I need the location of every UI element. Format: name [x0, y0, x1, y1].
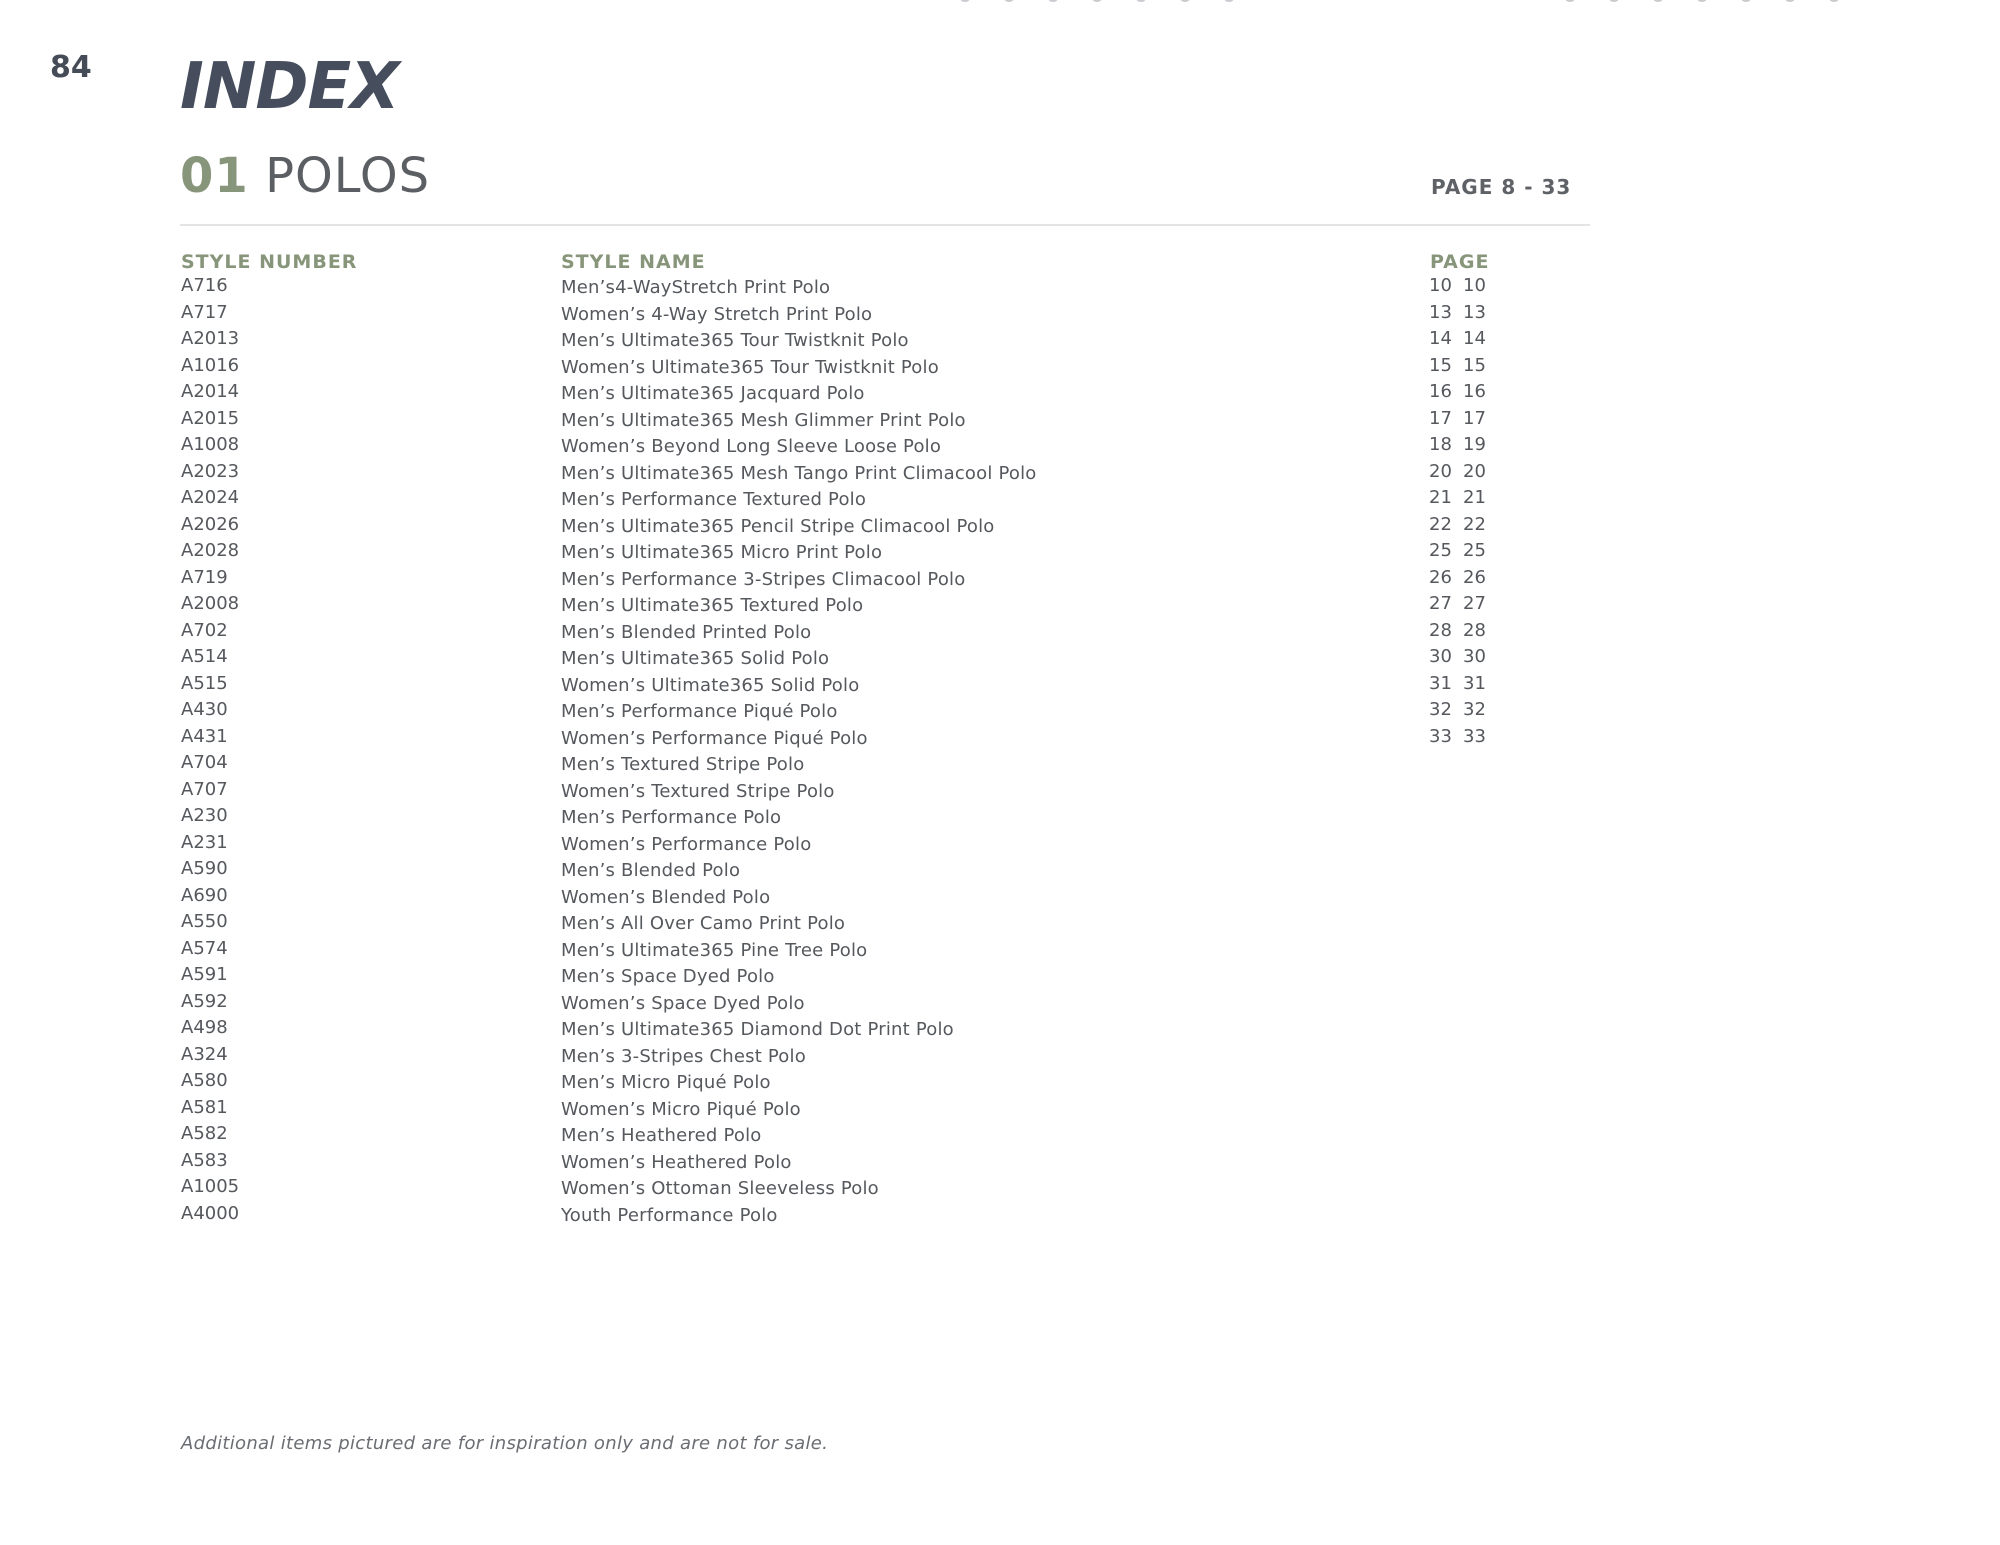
page-item — [1429, 724, 1497, 751]
page-start: 28 — [1429, 619, 1452, 641]
page-end: 15 — [1463, 354, 1486, 376]
page-start: 15 — [1429, 354, 1452, 376]
page-item — [1429, 512, 1497, 539]
page-end: 10 — [1463, 275, 1486, 296]
style-number-item: A2023 — [181, 460, 240, 482]
style-name-item: Men’s Ultimate365 Pine Tree Polo — [561, 939, 868, 961]
style-name-item: Women’s Performance Polo — [561, 833, 812, 855]
style-name-item: Men’s Ultimate365 Mesh Glimmer Print Polo — [561, 409, 966, 431]
style-number-item: A574 — [181, 937, 228, 959]
style-name-item: Men’s Heathered Polo — [561, 1125, 762, 1146]
style-name-item: Men’s Space Dyed Polo — [561, 966, 775, 987]
style-number-item: A2014 — [181, 381, 240, 402]
style-number-item: A592 — [181, 990, 228, 1012]
style-number-item: A590 — [181, 858, 228, 879]
style-number-item: A2026 — [181, 513, 240, 535]
page-start: 30 — [1429, 646, 1452, 667]
style-name-item: Men’s4-WayStretch Print Polo — [561, 277, 831, 298]
style-name-item: Men’s 3-Stripes Chest Polo — [561, 1045, 806, 1067]
style-number-item: A498 — [181, 1017, 228, 1038]
style-number-item: A704 — [181, 752, 228, 773]
style-name-item: Women’s Micro Piqué Polo — [561, 1098, 801, 1120]
page-end: 33 — [1463, 725, 1486, 747]
page-end: 30 — [1463, 646, 1486, 667]
style-name-item: Women’s Beyond Long Sleeve Loose Polo — [561, 436, 942, 457]
style-name-item: Women’s Blended Polo — [561, 886, 771, 908]
page-start: 33 — [1429, 725, 1452, 747]
page-number: 84 — [50, 50, 92, 85]
page-item — [1429, 618, 1497, 645]
style-number-item: A230 — [181, 805, 228, 826]
page-end: 17 — [1463, 407, 1486, 429]
page-start: 17 — [1429, 407, 1452, 429]
style-number-item: A1008 — [181, 434, 240, 455]
page-item — [1429, 459, 1497, 486]
style-number-item: A2013 — [181, 328, 240, 349]
page-end: 22 — [1463, 513, 1486, 535]
style-number-item: A2028 — [181, 540, 240, 561]
page-item — [1429, 591, 1497, 618]
style-number-item: A2008 — [181, 593, 240, 614]
page-start: 10 — [1429, 275, 1452, 296]
style-number-item: A716 — [181, 275, 228, 296]
style-name-item: Women’s Space Dyed Polo — [561, 992, 805, 1014]
style-number-item: A707 — [181, 778, 228, 800]
top-edge-dots-left — [960, 0, 1234, 2]
page-item — [1429, 644, 1497, 671]
page-item — [1429, 353, 1497, 380]
page-start: 20 — [1429, 460, 1452, 482]
style-number-item: A690 — [181, 884, 228, 906]
style-name-item: Men’s Ultimate365 Diamond Dot Print Polo — [561, 1019, 954, 1040]
page-item — [1429, 485, 1497, 512]
style-number-item: A231 — [181, 831, 228, 853]
top-edge-dots-right — [1565, 0, 1839, 2]
style-number-item: A717 — [181, 301, 228, 323]
style-number-item: A2024 — [181, 487, 240, 508]
style-name-item: Men’s Performance 3-Stripes Climacool Polo — [561, 568, 966, 590]
section-number: 01 — [180, 148, 249, 204]
style-name-item: Men’s Ultimate365 Solid Polo — [561, 648, 830, 669]
section-page-range: PAGE 8 - 33 — [1431, 175, 1572, 199]
page-end: 28 — [1463, 619, 1486, 641]
style-name-item: Women’s 4-Way Stretch Print Polo — [561, 303, 873, 325]
style-name-item: Men’s Blended Polo — [561, 860, 741, 881]
style-name-item: Men’s Ultimate365 Micro Print Polo — [561, 542, 883, 563]
style-number-item: A582 — [181, 1123, 228, 1144]
style-number-item: A702 — [181, 619, 228, 641]
page-end: 20 — [1463, 460, 1486, 482]
page-start: 18 — [1429, 434, 1452, 455]
style-name-item: Men’s Ultimate365 Jacquard Polo — [561, 383, 865, 404]
column-header-style-name: STYLE NAME — [561, 251, 706, 273]
style-name-item: Men’s Ultimate365 Tour Twistknit Polo — [561, 330, 909, 351]
page-end: 27 — [1463, 593, 1486, 614]
style-number-item: A580 — [181, 1070, 228, 1091]
style-number-item: A550 — [181, 911, 228, 932]
page-start: 27 — [1429, 593, 1452, 614]
style-number-item: A1005 — [181, 1176, 240, 1197]
page-start: 25 — [1429, 540, 1452, 561]
style-number-item: A514 — [181, 646, 228, 667]
style-name-item: Men’s Micro Piqué Polo — [561, 1072, 771, 1093]
style-number-item: A430 — [181, 699, 228, 720]
page-item — [1429, 671, 1497, 698]
page-start: 22 — [1429, 513, 1452, 535]
column-header-style-number: STYLE NUMBER — [181, 251, 358, 273]
page-end: 25 — [1463, 540, 1486, 561]
page-item — [1429, 300, 1497, 327]
page-end: 14 — [1463, 328, 1486, 349]
style-number-item: A431 — [181, 725, 228, 747]
column-header-page: PAGE — [1430, 251, 1490, 273]
page-end: 16 — [1463, 381, 1486, 402]
page-list — [1429, 273, 1497, 750]
section-heading — [180, 148, 431, 204]
page-item — [1429, 379, 1497, 406]
page-end: 31 — [1463, 672, 1486, 694]
page-end: 26 — [1463, 566, 1486, 588]
footnote: Additional items pictured are for inspiration only and are not for sale. — [181, 1433, 829, 1454]
style-name-item: Women’s Ultimate365 Solid Polo — [561, 674, 860, 696]
page-item — [1429, 697, 1497, 724]
style-name-item: Men’s Performance Piqué Polo — [561, 701, 838, 722]
style-number-list — [181, 273, 239, 1227]
page-start: 31 — [1429, 672, 1452, 694]
page-item — [1429, 432, 1497, 459]
page-item — [1429, 326, 1497, 353]
page-end: 19 — [1463, 434, 1486, 455]
style-name-item: Women’s Ottoman Sleeveless Polo — [561, 1178, 879, 1199]
page-end: 13 — [1463, 301, 1486, 323]
page-start: 32 — [1429, 699, 1452, 720]
style-name-item: Men’s Blended Printed Polo — [561, 621, 812, 643]
page-item — [1429, 273, 1497, 300]
style-number-item: A2015 — [181, 407, 240, 429]
page-item — [1429, 406, 1497, 433]
style-name-item: Men’s Performance Textured Polo — [561, 489, 867, 510]
style-name-list — [561, 275, 1037, 1229]
style-number-item: A719 — [181, 566, 228, 588]
style-name-item: Men’s All Over Camo Print Polo — [561, 913, 846, 934]
page-title: INDEX — [180, 50, 399, 124]
page-start: 16 — [1429, 381, 1452, 402]
page-start: 21 — [1429, 487, 1452, 508]
style-name-item: Women’s Ultimate365 Tour Twistknit Polo — [561, 356, 939, 378]
style-name-item: Women’s Textured Stripe Polo — [561, 780, 835, 802]
page-start: 14 — [1429, 328, 1452, 349]
style-name-item: Youth Performance Polo — [561, 1204, 778, 1226]
style-name-item: Women’s Heathered Polo — [561, 1151, 792, 1173]
style-name-item: Men’s Performance Polo — [561, 807, 782, 828]
style-number-item: A515 — [181, 672, 228, 694]
page-end: 32 — [1463, 699, 1486, 720]
style-name-item: Women’s Performance Piqué Polo — [561, 727, 868, 749]
section-name: POLOS — [265, 148, 431, 204]
style-number-item: A4000 — [181, 1202, 240, 1224]
style-name-item: Men’s Ultimate365 Textured Polo — [561, 595, 864, 616]
style-number-item: A591 — [181, 964, 228, 985]
section-divider — [180, 224, 1590, 226]
style-name-item: Men’s Ultimate365 Pencil Stripe Climacool Polo — [561, 515, 995, 537]
style-name-item: Men’s Ultimate365 Mesh Tango Print Climacool Polo — [561, 462, 1037, 484]
style-number-item: A324 — [181, 1043, 228, 1065]
page-start: 26 — [1429, 566, 1452, 588]
style-name-item: Men’s Textured Stripe Polo — [561, 754, 805, 775]
page-item — [1429, 565, 1497, 592]
page-item — [1429, 538, 1497, 565]
page-end: 21 — [1463, 487, 1486, 508]
style-number-item: A1016 — [181, 354, 240, 376]
style-number-item: A581 — [181, 1096, 228, 1118]
page-start: 13 — [1429, 301, 1452, 323]
style-number-item: A583 — [181, 1149, 228, 1171]
